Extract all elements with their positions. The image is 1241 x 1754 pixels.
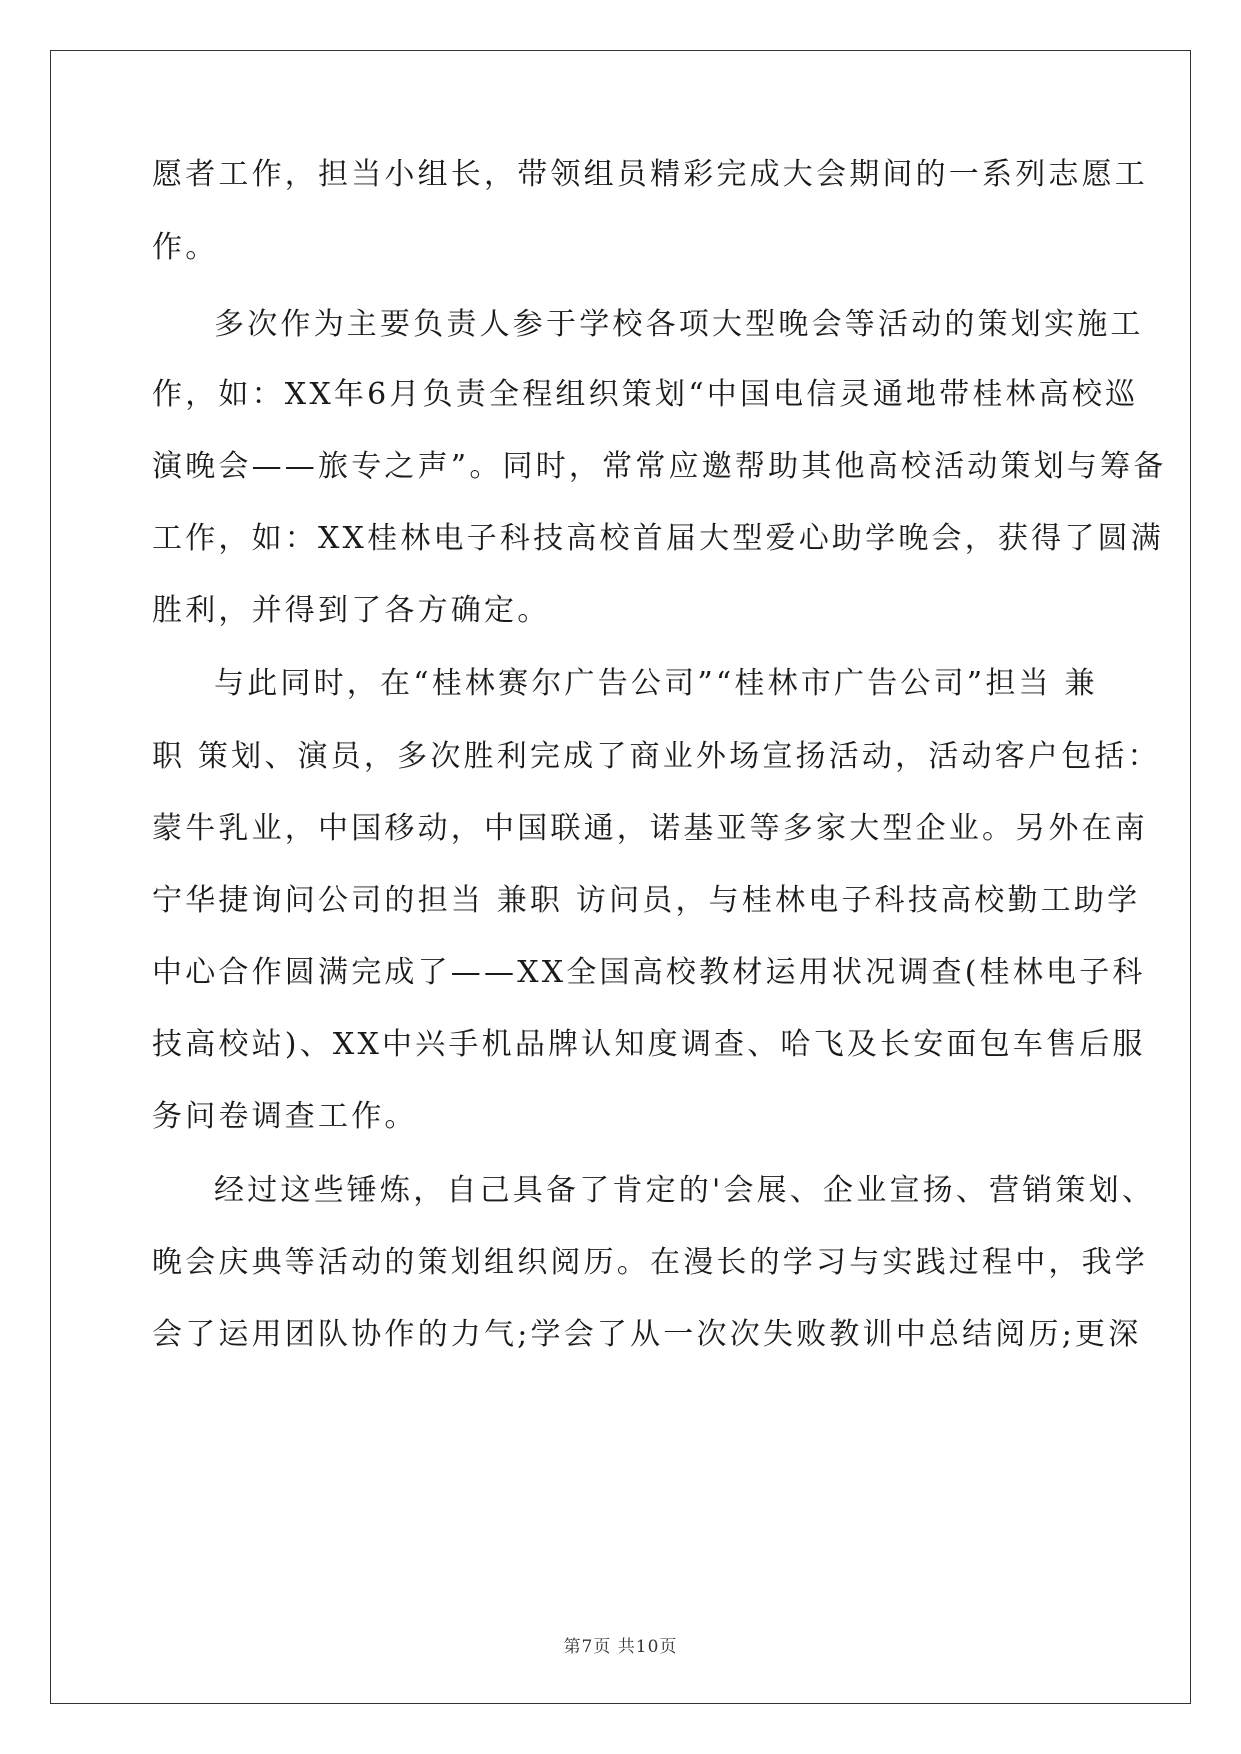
text-line: 作，如：XX年6月负责全程组织策划“中国电信灵通地带桂林高校巡: [152, 377, 1139, 412]
page-border: [50, 50, 1191, 1704]
text-line: 中心合作圆满完成了——XX全国高校教材运用状况调查(桂林电子科: [152, 955, 1146, 990]
text-line: 会了运用团队协作的力气;学会了从一次次失败教训中总结阅历;更深: [152, 1317, 1142, 1352]
text-line: 作。: [152, 230, 219, 265]
text-line: 胜利，并得到了各方确定。: [152, 593, 551, 628]
text-line: 多次作为主要负责人参于学校各项大型晚会等活动的策划实施工: [214, 307, 1144, 342]
text-line: 经过这些锤炼，自己具备了肯定的'会展、企业宣扬、营销策划、: [214, 1173, 1156, 1208]
text-line: 与此同时，在“桂林赛尔广告公司”“桂林市广告公司”担当 兼: [214, 666, 1098, 701]
text-line: 宁华捷询问公司的担当 兼职 访问员，与桂林电子科技高校勤工助学: [152, 883, 1141, 918]
text-line: 蒙牛乳业，中国移动，中国联通，诺基亚等多家大型企业。另外在南: [152, 811, 1148, 846]
page-number-footer: 第7页 共10页: [563, 1637, 678, 1657]
text-line: 务问卷调查工作。: [152, 1099, 418, 1134]
text-line: 技高校站)、XX中兴手机品牌认知度调查、哈飞及长安面包车售后服: [152, 1027, 1146, 1062]
text-line: 工作，如：XX桂林电子科技高校首届大型爱心助学晚会，获得了圆满: [152, 521, 1164, 556]
text-line: 晚会庆典等活动的策划组织阅历。在漫长的学习与实践过程中，我学: [152, 1245, 1148, 1280]
text-line: 愿者工作，担当小组长，带领组员精彩完成大会期间的一系列志愿工: [152, 157, 1148, 192]
text-line: 职 策划、演员，多次胜利完成了商业外场宣扬活动，活动客户包括：: [152, 739, 1161, 774]
text-line: 演晚会——旅专之声”。同时，常常应邀帮助其他高校活动策划与筹备: [152, 449, 1167, 484]
